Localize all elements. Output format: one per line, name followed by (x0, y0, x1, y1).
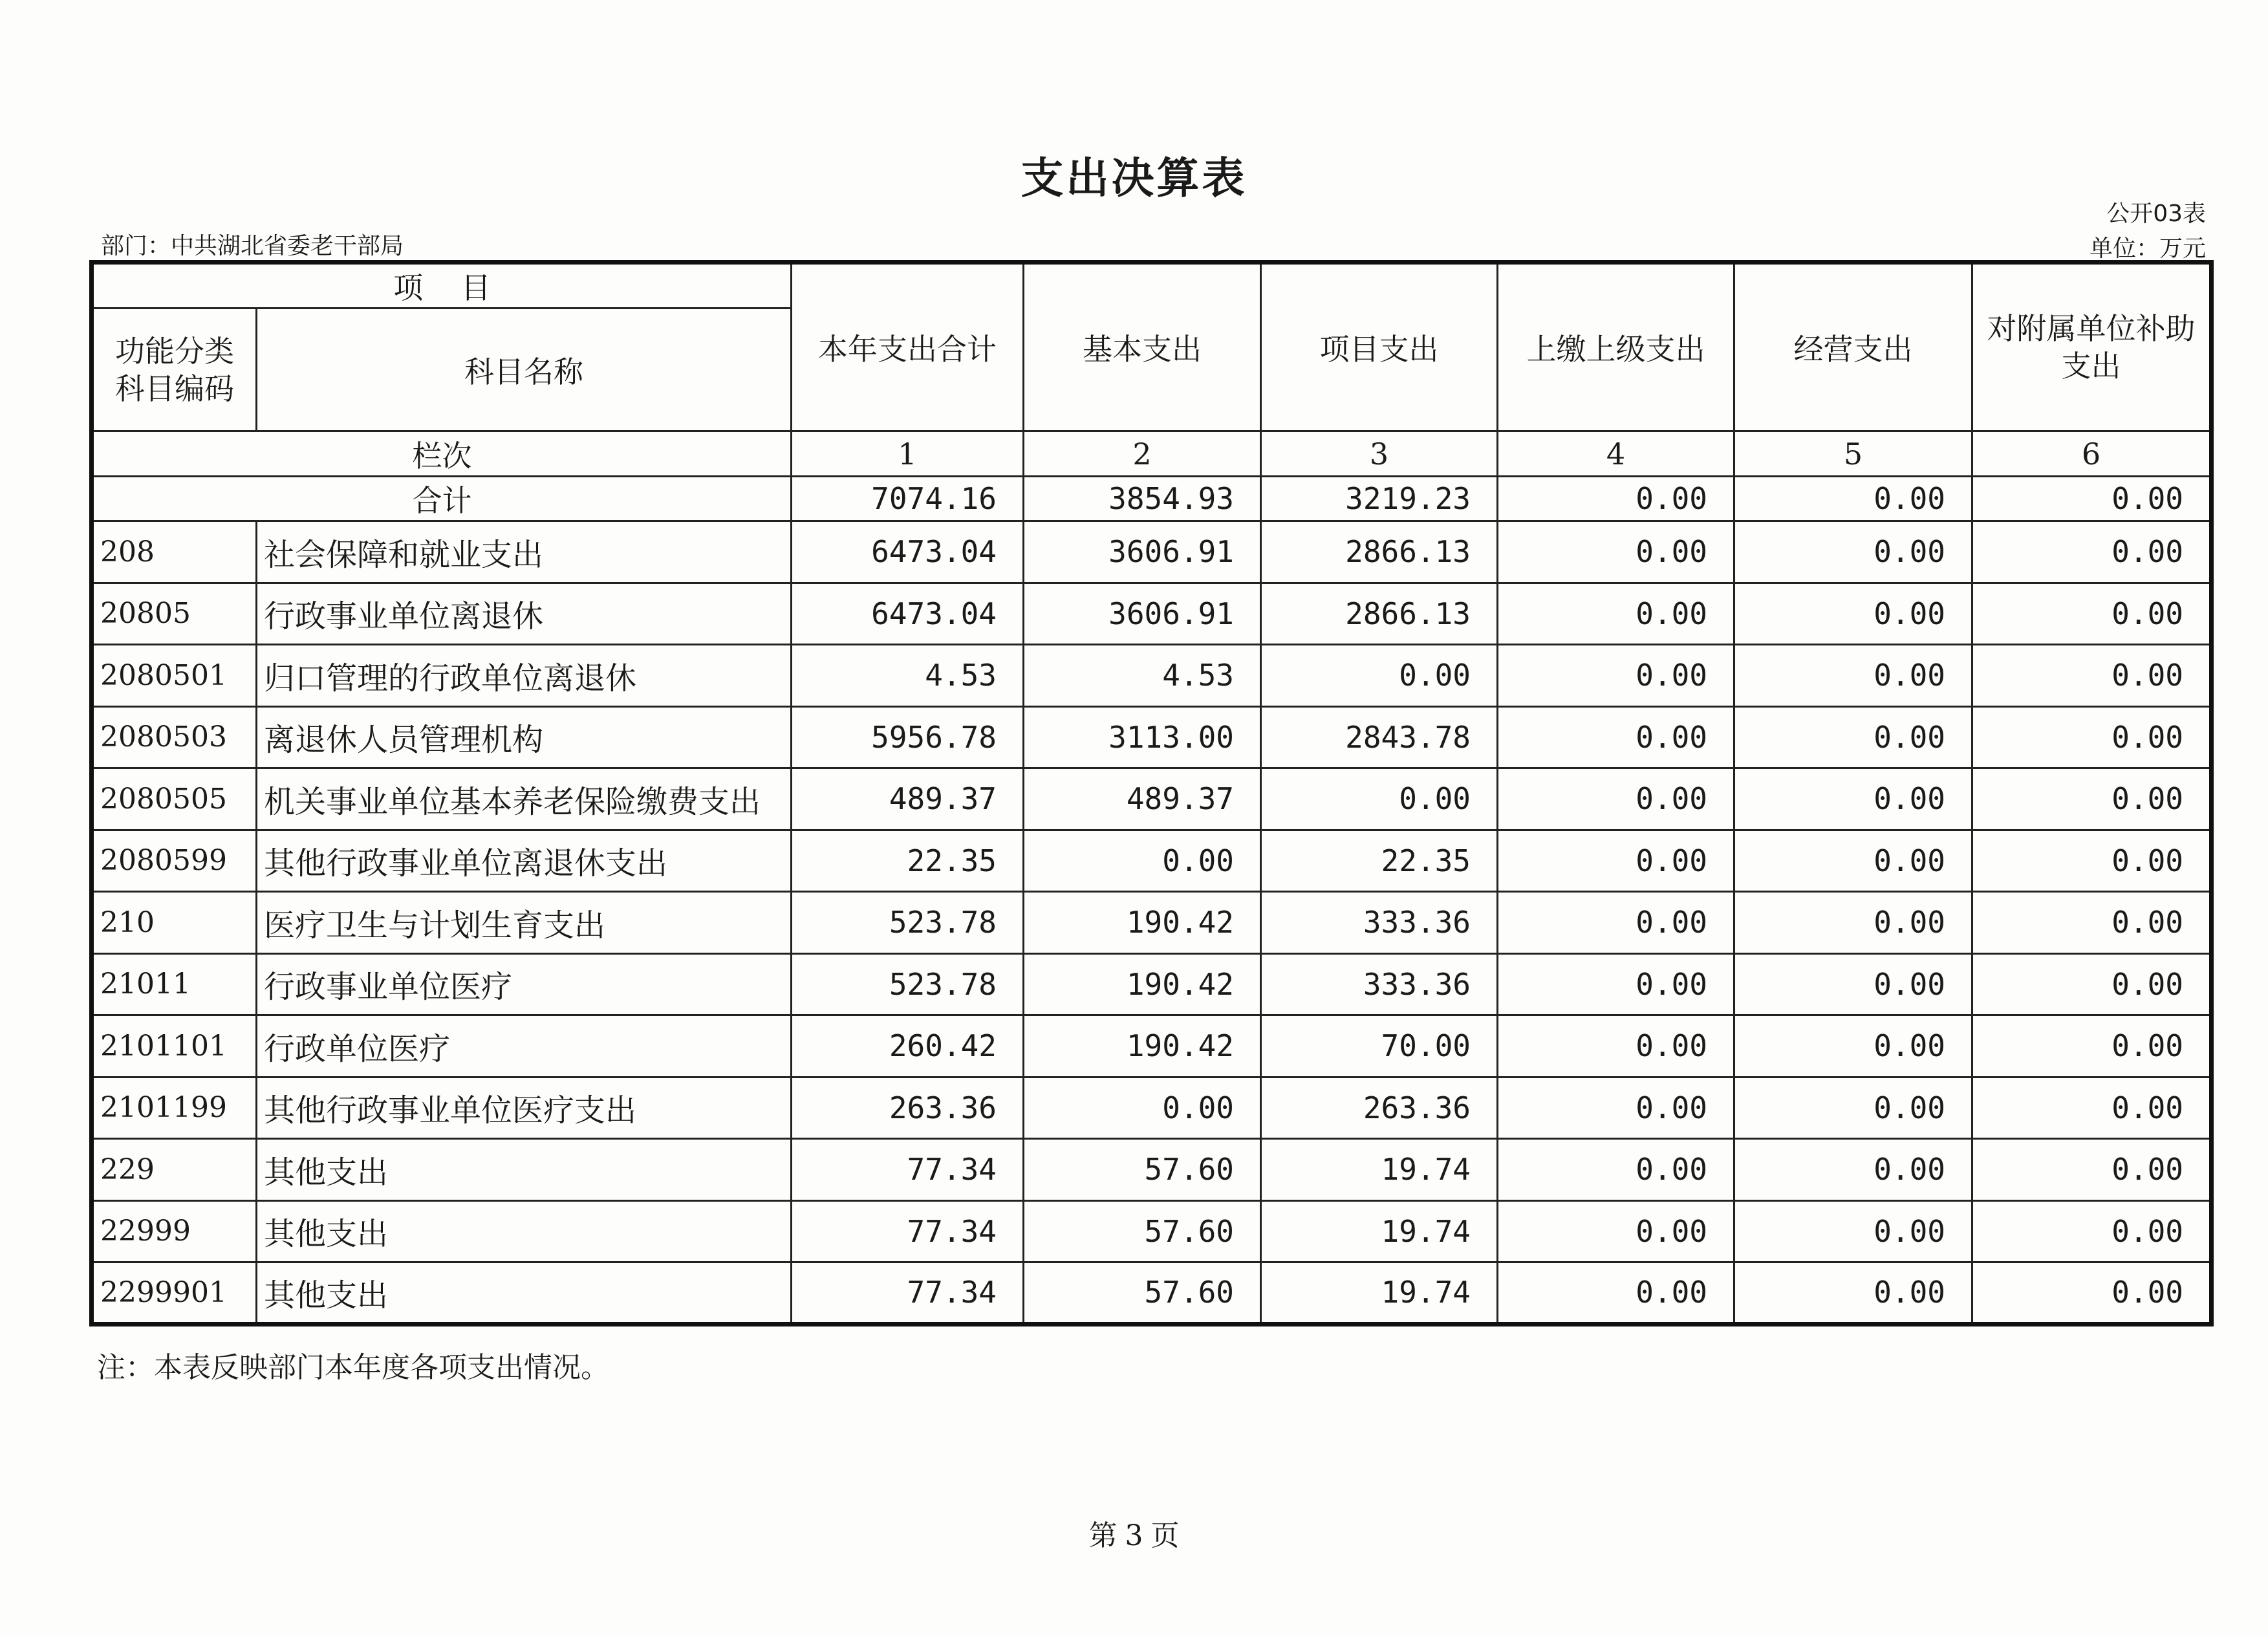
index-cell: 1 (792, 431, 1024, 477)
table-row (92, 768, 2212, 830)
amount-cell: 0.00 (1734, 1262, 1972, 1325)
amount-cell: 190.42 (1024, 1015, 1261, 1077)
header-item: 项 目 (92, 263, 792, 309)
subject-name: 离退休人员管理机构 (257, 706, 792, 768)
subject-code: 210 (92, 892, 257, 954)
amount-cell: 0.00 (1972, 1015, 2212, 1077)
amount-cell: 0.00 (1972, 892, 2212, 954)
subject-code: 229 (92, 1139, 257, 1201)
amount-cell: 0.00 (1498, 1262, 1734, 1325)
col-header-total: 本年支出合计 (792, 263, 1024, 431)
index-cell: 6 (1972, 431, 2212, 477)
header-name: 科目名称 (257, 309, 792, 431)
col-header-project: 项目支出 (1261, 263, 1498, 431)
table-row (92, 953, 2212, 1015)
amount-cell: 0.00 (1972, 953, 2212, 1015)
amount-cell: 0.00 (1734, 521, 1972, 583)
amount-cell: 0.00 (1498, 768, 1734, 830)
amount-cell: 3113.00 (1024, 706, 1261, 768)
subject-name: 机关事业单位基本养老保险缴费支出 (257, 768, 792, 830)
amount-cell: 0.00 (1498, 1077, 1734, 1139)
total-value: 3854.93 (1024, 477, 1261, 521)
amount-cell: 57.60 (1024, 1139, 1261, 1201)
form-number: 公开03表 (2106, 200, 2206, 227)
total-label: 合计 (92, 477, 792, 521)
total-value: 3219.23 (1261, 477, 1498, 521)
amount-cell: 4.53 (1024, 645, 1261, 707)
table-row (92, 521, 2212, 583)
amount-cell: 190.42 (1024, 892, 1261, 954)
table-row (92, 1077, 2212, 1139)
amount-cell: 0.00 (1972, 521, 2212, 583)
footnote: 注：本表反映部门本年度各项支出情况。 (97, 1351, 609, 1384)
subject-code: 2080505 (92, 768, 257, 830)
amount-cell: 263.36 (1261, 1077, 1498, 1139)
amount-cell: 0.00 (1734, 645, 1972, 707)
amount-cell: 0.00 (1972, 1262, 2212, 1325)
amount-cell: 0.00 (1734, 892, 1972, 954)
subject-name: 行政单位医疗 (257, 1015, 792, 1077)
subject-name: 行政事业单位离退休 (257, 583, 792, 645)
amount-cell: 0.00 (1734, 953, 1972, 1015)
amount-cell: 19.74 (1261, 1200, 1498, 1262)
table-row (92, 583, 2212, 645)
table-row (92, 892, 2212, 954)
index-row (92, 431, 2212, 477)
amount-cell: 77.34 (792, 1200, 1024, 1262)
table-row (92, 645, 2212, 707)
amount-cell: 0.00 (1024, 1077, 1261, 1139)
amount-cell: 0.00 (1734, 1139, 1972, 1201)
amount-cell: 0.00 (1972, 645, 2212, 707)
header-code: 功能分类科目编码 (92, 309, 257, 431)
table-row (92, 1200, 2212, 1262)
amount-cell: 2866.13 (1261, 521, 1498, 583)
subject-code: 20805 (92, 583, 257, 645)
amount-cell: 0.00 (1972, 830, 2212, 892)
amount-cell: 19.74 (1261, 1262, 1498, 1325)
amount-cell: 0.00 (1734, 1077, 1972, 1139)
amount-cell: 0.00 (1972, 1139, 2212, 1201)
expenditure-table (89, 260, 2214, 1326)
amount-cell: 0.00 (1498, 1015, 1734, 1077)
amount-cell: 0.00 (1261, 645, 1498, 707)
amount-cell: 0.00 (1261, 768, 1498, 830)
amount-cell: 333.36 (1261, 892, 1498, 954)
subject-code: 2299901 (92, 1262, 257, 1325)
subject-code: 21011 (92, 953, 257, 1015)
subject-name: 其他支出 (257, 1262, 792, 1325)
amount-cell: 0.00 (1734, 1200, 1972, 1262)
page-suffix: 页 (1150, 1519, 1180, 1552)
amount-cell: 0.00 (1734, 1015, 1972, 1077)
amount-cell: 0.00 (1734, 706, 1972, 768)
page-title: 支出决算表 (1021, 153, 1247, 203)
amount-cell: 489.37 (1024, 768, 1261, 830)
subject-name: 归口管理的行政单位离退休 (257, 645, 792, 707)
amount-cell: 0.00 (1972, 706, 2212, 768)
subject-code: 2080503 (92, 706, 257, 768)
amount-cell: 333.36 (1261, 953, 1498, 1015)
amount-cell: 0.00 (1498, 830, 1734, 892)
amount-cell: 77.34 (792, 1139, 1024, 1201)
subject-code: 22999 (92, 1200, 257, 1262)
subject-name: 其他支出 (257, 1200, 792, 1262)
unit-label: 单位：万元 (2089, 235, 2206, 262)
amount-cell: 0.00 (1734, 768, 1972, 830)
amount-cell: 0.00 (1972, 1200, 2212, 1262)
subject-name: 医疗卫生与计划生育支出 (257, 892, 792, 954)
amount-cell: 3606.91 (1024, 583, 1261, 645)
amount-cell: 260.42 (792, 1015, 1024, 1077)
amount-cell: 0.00 (1498, 1200, 1734, 1262)
table-row (92, 1139, 2212, 1201)
subject-code: 2101199 (92, 1077, 257, 1139)
table-row (92, 1262, 2212, 1325)
amount-cell: 77.34 (792, 1262, 1024, 1325)
index-label: 栏次 (92, 431, 792, 477)
subject-name: 其他行政事业单位离退休支出 (257, 830, 792, 892)
total-row (92, 477, 2212, 521)
page-number (0, 1512, 2268, 1554)
amount-cell: 2843.78 (1261, 706, 1498, 768)
table-row (92, 706, 2212, 768)
amount-cell: 0.00 (1498, 521, 1734, 583)
subject-name: 社会保障和就业支出 (257, 521, 792, 583)
amount-cell: 0.00 (1498, 953, 1734, 1015)
amount-cell: 0.00 (1972, 1077, 2212, 1139)
amount-cell: 57.60 (1024, 1262, 1261, 1325)
amount-cell: 5956.78 (792, 706, 1024, 768)
total-value: 7074.16 (792, 477, 1024, 521)
col-header-business: 经营支出 (1734, 263, 1972, 431)
amount-cell: 489.37 (792, 768, 1024, 830)
amount-cell: 4.53 (792, 645, 1024, 707)
subject-name: 其他行政事业单位医疗支出 (257, 1077, 792, 1139)
index-cell: 2 (1024, 431, 1261, 477)
amount-cell: 22.35 (792, 830, 1024, 892)
subject-code: 2080599 (92, 830, 257, 892)
amount-cell: 523.78 (792, 953, 1024, 1015)
index-cell: 4 (1498, 431, 1734, 477)
amount-cell: 0.00 (1734, 583, 1972, 645)
amount-cell: 523.78 (792, 892, 1024, 954)
table-row (92, 830, 2212, 892)
subject-code: 2080501 (92, 645, 257, 707)
amount-cell: 22.35 (1261, 830, 1498, 892)
department-label: 部门：中共湖北省委老干部局 (101, 233, 404, 259)
amount-cell: 190.42 (1024, 953, 1261, 1015)
amount-cell: 0.00 (1498, 583, 1734, 645)
index-cell: 3 (1261, 431, 1498, 477)
col-header-remit: 上缴上级支出 (1498, 263, 1734, 431)
amount-cell: 263.36 (792, 1077, 1024, 1139)
amount-cell: 6473.04 (792, 521, 1024, 583)
amount-cell: 2866.13 (1261, 583, 1498, 645)
subject-name: 行政事业单位医疗 (257, 953, 792, 1015)
col-header-subsidy: 对附属单位补助支出 (1972, 263, 2212, 431)
amount-cell: 57.60 (1024, 1200, 1261, 1262)
amount-cell: 0.00 (1972, 583, 2212, 645)
table-row (92, 1015, 2212, 1077)
amount-cell: 6473.04 (792, 583, 1024, 645)
amount-cell: 0.00 (1972, 768, 2212, 830)
total-value: 0.00 (1498, 477, 1734, 521)
total-value: 0.00 (1734, 477, 1972, 521)
amount-cell: 0.00 (1734, 830, 1972, 892)
index-cell: 5 (1734, 431, 1972, 477)
col-header-basic: 基本支出 (1024, 263, 1261, 431)
amount-cell: 0.00 (1498, 892, 1734, 954)
amount-cell: 0.00 (1024, 830, 1261, 892)
amount-cell: 19.74 (1261, 1139, 1498, 1201)
subject-code: 208 (92, 521, 257, 583)
page-number-value: 3 (1125, 1519, 1143, 1552)
total-value: 0.00 (1972, 477, 2212, 521)
header-row-item (92, 263, 2212, 309)
amount-cell: 0.00 (1498, 645, 1734, 707)
page-prefix: 第 (1088, 1519, 1118, 1552)
amount-cell: 3606.91 (1024, 521, 1261, 583)
amount-cell: 70.00 (1261, 1015, 1498, 1077)
subject-code: 2101101 (92, 1015, 257, 1077)
subject-name: 其他支出 (257, 1139, 792, 1201)
amount-cell: 0.00 (1498, 706, 1734, 768)
amount-cell: 0.00 (1498, 1139, 1734, 1201)
